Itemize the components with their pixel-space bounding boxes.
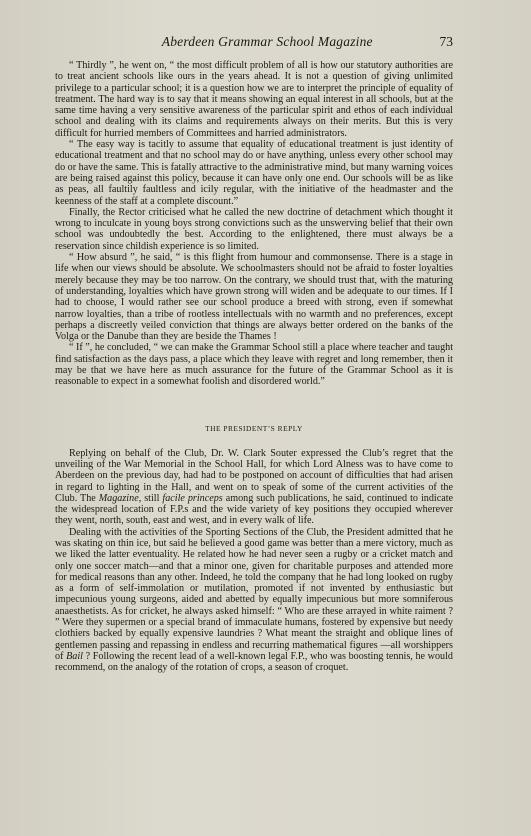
text-run: among such publications, he said, continued to indicate the widespread location of F.P.s and the wide variety of key positions they occupied wherever they went, north, south, east and west, and in every walk of life. xyxy=(55,492,453,527)
paragraph: “ If ”, he concluded, “ we can make the Grammar School still a place where teacher and taught find satisfaction as the days pass, a place which they leave with regret and long remember, then it may be that we have here as much assurance for the future of the Grammar School as it is reasonable to expect in a somewhat foolish and disordered world.” xyxy=(55,342,454,388)
text-run: Replying on behalf of the Club, Dr. W. Clark Souter expressed the Club’s regret that the unveiling of the War Memorial in the School Hall, for which Lord Alness was to have come to Aberdeen on the previous day, had had to be postponed on account of difficulties that had arisen in regard to lighting in the Hall, and went on to speak of some of the current activities of the Club. The xyxy=(55,447,453,504)
italic-text: Bail xyxy=(66,650,83,662)
running-title: Aberdeen Grammar School Magazine xyxy=(161,34,373,49)
page-header xyxy=(55,34,453,54)
page-number: 73 xyxy=(439,34,453,49)
paragraph: Finally, the Rector criticised what he called the new doctrine of detachment which thought it wrong to inculcate in young boys strong convictions such as the unswerving belief that their own school was undoubtedly the best. According to the enlightened, there must always be a reservation since childish experience is so limited. xyxy=(55,206,453,252)
text-run: Dealing with the activities of the Sporting Sections of the Club, the President admitted that he was skating on thin ice, but said he believed a good game was better than a mere victory, much as we liked the latter eventuality. He related how he had never seen a rugby or a cricket match and only one soccer match—and that a minor one, given for charitable purposes and attended more for medical reasons than any other. Indeed, he told the company that he had long looked on rugby as a form of self-immolation or mutilation, promoted if not invented by enthusiastic but impecunious young surgeons, aided and abetted by equally impecunious but more somniferous anaesthetists. As for cricket, he always asked himself: “ Who are these arrayed in white raiment ? ” Were they supermen or a special brand of immaculate humans, fostered by expensive but needy clothiers backed by equally expensive laundries ? What meant the straight and oblique lines of gentlemen passing and repassing in endless and recurring mathematical figures —all worshippers of xyxy=(55,526,453,662)
paragraph xyxy=(55,448,453,527)
text-run: , still xyxy=(138,492,163,504)
paragraph: “ The easy way is tacitly to assume that equality of educational treatment is just identity of educational treatment and that no school may do or have anything, unless every other school may do or have the same. This is fatally attractive to the administrative mind, but many warning voices are being raised against this policy, because it can have only one end. Our schools will be as like as peas, all faultily faultless and icily regular, with the initiative of the headmaster and the keenness of the staff at a complete discount.” xyxy=(55,139,453,207)
italic-text: facile princeps xyxy=(162,492,223,504)
text-run: ? Following the recent lead of a well-known legal F.P., who was boosting tennis, he would recommend, on the analogy of the rotation of crops, a season of croquet. xyxy=(55,650,453,674)
section-heading: THE PRESIDENT’S REPLY xyxy=(205,423,303,433)
paragraph: “ How absurd ”, he said, “ is this flight from humour and commonsense. There is a stage in life when our views should be absolute. We schoolmasters should not be afraid to foster loyalties merely because they may be too narrow. On the contrary, we should trust that, with the maturing of understanding, loyalties which have grown strong will widen and be adequate to our times. If I had to choose, I would rather see our school produce a breed with strong, even if somewhat narrow loyalties, than a tribe of rootless intellectuals with no warmth and no preferences, except perhaps a discreetly veiled conviction that things are always better ordered on the banks of the Volga or the Danube than they are beside the Thames ! xyxy=(55,252,453,343)
paragraph: “ Thirdly ”, he went on, “ the most difficult problem of all is how our statutory authorities are to treat ancient schools like ours in the years ahead. It is not a question of giving unlimited privilege to a particular school; it is a question how we are to interpret the principle of equality of treatment. The hard way is to say that it means showing an equal interest in all schools, but at the same time having a very sensitive awareness of the particular spirit and ethos of each individual school and dealing with its claims and requirements always on their merits. But this is very difficult for hurried members of Committees and harried administrators. xyxy=(55,60,453,139)
article-body xyxy=(55,60,453,674)
italic-text: Magazine xyxy=(98,492,139,504)
paragraph xyxy=(55,527,453,674)
